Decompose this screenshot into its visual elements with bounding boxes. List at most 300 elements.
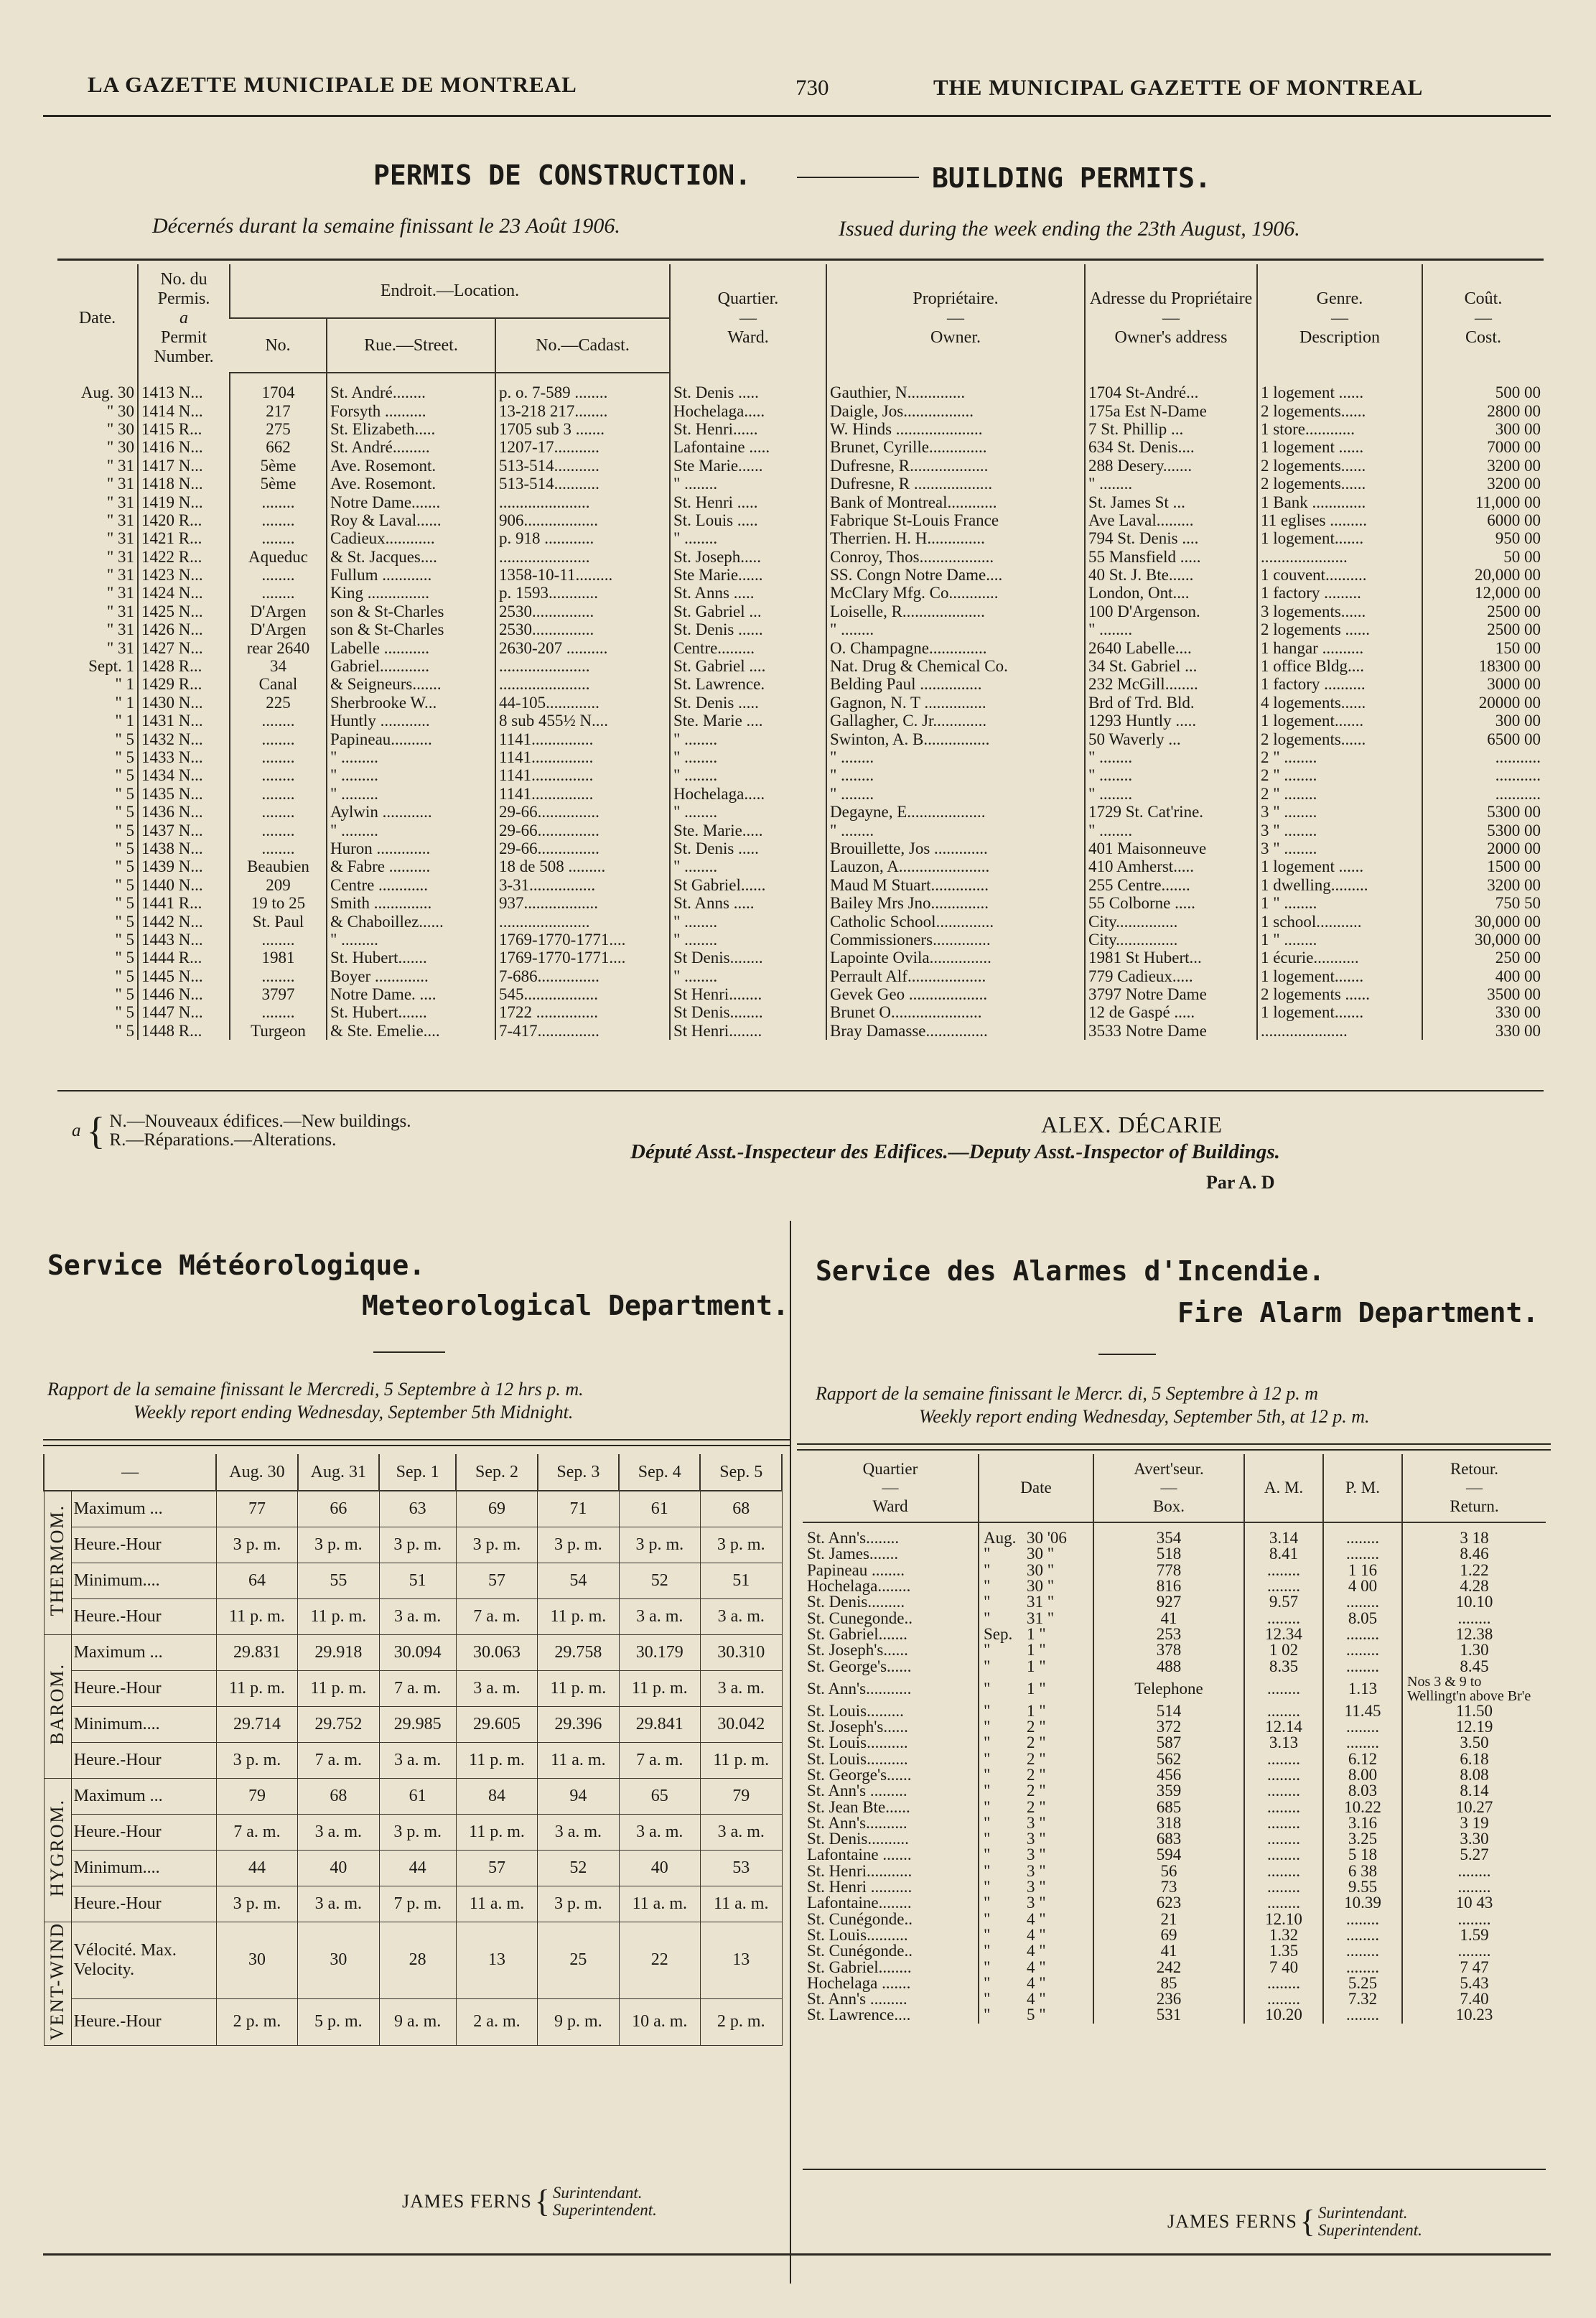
permit-cell: " ........ [1085,748,1257,766]
col-ward: Quartier. — Ward. [670,264,826,373]
fire-row [803,1546,1546,1562]
fire-am: ........ [1244,1703,1323,1719]
permit-cell: 3-31................ [495,876,670,894]
fire-box: 21 [1093,1912,1244,1927]
weather-row-label: Heure.-Hour [71,1815,216,1851]
permit-cell: " 5 [115,985,134,1004]
permit-cell: 30,000 00 [1422,931,1544,949]
permit-cell: ........ [230,931,327,949]
permit-cell: 29-66............... [495,803,670,821]
fire-col-return: Retour. — Return. [1402,1454,1546,1522]
permit-cell: 1444 R... [138,949,230,967]
weather-value: 3 a. m. [700,1815,782,1851]
permit-cell: Brunet, Cyrille.............. [826,438,1085,456]
permit-cell: St. Denis ...... [670,620,826,638]
permit-cell: ........ [230,730,327,748]
fire-ward: St. Ann's........... [807,1679,912,1698]
permits-subtitle-en: Issued during the week ending the 23th August, 1906. [839,217,1300,241]
fire-date-day: 2 " [1027,1733,1046,1752]
permit-cell: 1 factory ......... [1257,584,1422,602]
permit-cell: " ......... [327,748,495,766]
fire-signature: JAMES FERNS { Surintendant. Superintendent. [1167,2204,1422,2239]
permit-cell: 29-66............... [495,839,670,857]
fire-return: 12.38 [1402,1626,1546,1642]
weather-group [44,1491,71,1635]
fire-pm: 11.45 [1323,1703,1402,1719]
fire-ward: St. Lawrence.... [807,2006,911,2024]
permit-cell: 250 00 [1422,949,1544,967]
permit-cell: " 5 [115,803,134,821]
fire-am: ........ [1244,1879,1323,1895]
permit-cell: " ......... [327,931,495,949]
fire-ward: St. Cunegonde.. [807,1609,913,1627]
weather-value: 68 [700,1491,782,1527]
fire-ward: St. Louis.......... [807,1733,908,1752]
fire-ward: St. Louis.......... [807,1925,908,1944]
permit-cell: " 31 [106,602,134,620]
fire-ward: St. Ann's.......... [807,1813,907,1832]
permit-cell: ...................... [495,493,670,511]
permit-cell: 2000 00 [1422,839,1544,857]
weather-day-header: Sep. 2 [456,1454,537,1491]
permit-cell: " ......... [327,785,495,803]
fire-ward: St. Louis......... [807,1701,904,1720]
permit-row [57,821,1544,839]
permit-cell: 34 St. Gabriel ... [1085,657,1257,675]
weather-rule-a [43,1439,790,1440]
fire-row [803,1991,1546,2007]
permit-cell: 3 logements...... [1257,602,1422,620]
permit-cell: 662 [230,438,327,456]
permit-row [57,602,1544,620]
fire-date-day: 1 " [1027,1657,1046,1675]
permit-cell: ........... [1422,748,1544,766]
permit-cell: " 1 [115,693,134,712]
permit-row [57,566,1544,584]
fire-date-day: 30 '06 [1027,1529,1067,1547]
weather-value: 3 p. m. [379,1527,456,1563]
permit-cell: Maud M Stuart.............. [826,876,1085,894]
fire-am: ........ [1244,1767,1323,1783]
permit-cell: Perrault Alf................... [826,967,1085,985]
permit-cell: 1769-1770-1771.... [495,931,670,949]
permit-cell: Turgeon [230,1022,327,1040]
permit-cell: 1141............... [495,748,670,766]
weather-value: 11 p. m. [298,1671,379,1707]
fire-date-day: 2 " [1027,1718,1046,1736]
permit-cell: " ........ [670,748,826,766]
fire-date-month: " [984,1909,991,1928]
weather-report-en: Weekly report ending Wednesday, September 5th Midnight. [134,1402,574,1423]
fire-date-month: " [984,1679,991,1698]
fire-date-month: " [984,1593,991,1611]
permit-cell: London, Ont.... [1085,584,1257,602]
fire-date [979,1546,1093,1562]
permit-cell: St. Denis ..... [670,839,826,857]
permit-row [57,1003,1544,1021]
fire-return: 8.45 [1402,1658,1546,1674]
fire-return: 10 43 [1402,1895,1546,1911]
permit-cell: Conroy, Thos.................. [826,548,1085,566]
permit-cell: 1 " ........ [1257,931,1422,949]
permit-cell: 175a Est N-Dame [1085,401,1257,419]
permit-cell: " ........ [826,748,1085,766]
permit-cell: 1141............... [495,766,670,784]
fire-box: 85 [1093,1975,1244,1991]
permit-cell: 2 logements...... [1257,730,1422,748]
fire-row [803,1719,1546,1735]
permit-cell: 1705 sub 3 ....... [495,420,670,438]
fire-pm: ........ [1323,1594,1402,1610]
permit-cell: Fabrique St-Louis France [826,511,1085,529]
fire-date-day: 4 " [1027,1990,1046,2009]
inspector-name: ALEX. DÉCARIE [1041,1112,1223,1137]
permit-row [57,584,1544,602]
permit-cell: ........... [1422,785,1544,803]
fire-ward: St. Gabriel........ [807,1958,912,1976]
fire-return: 1.22 [1402,1563,1546,1578]
weather-value: 69 [456,1491,537,1527]
permit-cell: ........ [230,511,327,529]
permit-cell: 1420 R... [138,511,230,529]
fire-date-month: " [984,1609,991,1627]
permit-cell: Dufresne, R ................... [826,475,1085,493]
permit-cell: Hochelaga..... [670,401,826,419]
permit-cell: 1428 R... [138,657,230,675]
weather-row [44,1998,782,2046]
permit-cell: 3797 Notre Dame [1085,985,1257,1003]
col-cost: Coût. — Cost. [1422,264,1544,373]
permit-row [57,401,1544,419]
fire-date-day: 3 " [1027,1861,1046,1880]
fire-box: 927 [1093,1594,1244,1610]
permit-cell: 1 store............ [1257,420,1422,438]
permit-cell: 1 logement....... [1257,967,1422,985]
col-owner: Propriétaire. — Owner. [826,264,1085,373]
fire-date-day: 1 " [1027,1701,1046,1720]
fire-return: 7 47 [1402,1959,1546,1975]
fire-pm: 3.25 [1323,1831,1402,1847]
permit-cell: 1141............... [495,730,670,748]
fire-date-day: 2 " [1027,1797,1046,1816]
weather-value: 7 a. m. [456,1599,537,1635]
weather-row-label: Heure.-Hour [71,1671,216,1707]
permit-cell: 1413 N... [138,373,230,401]
permit-cell: 2 " ........ [1257,766,1422,784]
fire-row [803,1751,1546,1767]
permit-row [57,712,1544,730]
permit-cell: " 31 [106,511,134,529]
permit-cell: " 1 [115,675,134,694]
permit-cell: 1416 N... [138,438,230,456]
fire-row [803,1610,1546,1626]
permit-cell: ..................... [1257,1022,1422,1040]
permit-cell: 2 logements ...... [1257,620,1422,638]
permit-cell: 29-66............... [495,821,670,839]
permit-cell: 410 Amherst..... [1085,857,1257,875]
permit-cell: Centre......... [670,638,826,656]
permit-cell: 2 logements...... [1257,401,1422,419]
fire-date [979,1975,1093,1991]
fire-date [979,1719,1093,1735]
permit-cell: 3 " ........ [1257,803,1422,821]
fire-date-month: Aug. [984,1529,1017,1547]
fire-date-day: 30 " [1027,1577,1055,1596]
fire-date-month: " [984,2006,991,2024]
weather-value: 61 [619,1491,700,1527]
permit-cell: City............... [1085,912,1257,930]
weather-value: 54 [538,1563,619,1599]
permit-cell: 5300 00 [1422,803,1544,821]
weather-row [44,1851,782,1886]
fire-return: 8.46 [1402,1546,1546,1562]
fire-pm: ........ [1323,1719,1402,1735]
weather-value: 11 p. m. [619,1671,700,1707]
permit-cell: 1439 N... [138,857,230,875]
permit-cell: 1443 N... [138,931,230,949]
fire-pm: 8.05 [1323,1610,1402,1626]
permit-cell: 1423 N... [138,566,230,584]
weather-value: 29.918 [298,1635,379,1671]
fire-ward: Hochelaga........ [807,1577,911,1596]
weather-row-label: Minimum.... [71,1563,216,1599]
permit-cell: " 30 [106,401,134,420]
permit-cell: 3533 Notre Dame [1085,1022,1257,1040]
permit-row [57,967,1544,985]
permit-cell: 1431 N... [138,712,230,730]
fire-pm: 6 38 [1323,1863,1402,1879]
fire-row [803,1626,1546,1642]
weather-value: 30 [216,1922,297,1999]
fire-am: 8.41 [1244,1546,1323,1562]
permit-cell: " ......... [327,766,495,784]
fire-return: 6.18 [1402,1751,1546,1767]
weather-row-label: Maximum ... [71,1491,216,1527]
permit-cell: " 30 [106,438,134,457]
permit-cell: ...................... [495,657,670,675]
weather-value: 3 a. m. [700,1671,782,1707]
weather-value: 7 a. m. [216,1815,297,1851]
permit-cell: St. André......... [327,438,495,456]
permit-cell: Commissioners.............. [826,931,1085,949]
permit-cell: ........... [1422,766,1544,784]
permit-cell: 1704 [230,373,327,401]
permit-cell: 1207-17........... [495,438,670,456]
permit-cell: " 31 [106,456,134,475]
fire-pm: ........ [1323,1927,1402,1943]
weather-value: 10 a. m. [619,1998,700,2046]
fire-am: ........ [1244,1847,1323,1863]
fire-pm: 1.13 [1323,1675,1402,1703]
weather-row-label: Maximum ... [71,1635,216,1671]
permit-cell: 5ème [230,475,327,493]
fire-return: 4.28 [1402,1578,1546,1594]
fire-return: 3 19 [1402,1815,1546,1831]
weather-value: 13 [700,1922,782,1999]
permit-cell: Ave. Rosemont. [327,457,495,475]
permit-cell: Aqueduc [230,548,327,566]
permit-row [57,931,1544,949]
permit-cell: 40 St. J. Bte...... [1085,566,1257,584]
weather-value: 3 p. m. [700,1527,782,1563]
fire-box: 816 [1093,1578,1244,1594]
weather-row-label: Heure.-Hour [71,1527,216,1563]
permit-cell: St. Elizabeth..... [327,420,495,438]
weather-signature: JAMES FERNS { Surintendant. Superintendent. [402,2184,657,2219]
permit-cell: 2 logements ...... [1257,985,1422,1003]
weather-row [44,1671,782,1707]
permit-cell: 779 Cadieux..... [1085,967,1257,985]
permit-cell: 950 00 [1422,529,1544,547]
fire-date-month: " [984,1878,991,1896]
permit-cell: 1 office Bldg.... [1257,657,1422,675]
fire-row [803,1563,1546,1578]
permit-cell: " ........ [1085,620,1257,638]
fire-date-month: " [984,1845,991,1864]
permit-cell: Brouillette, Jos ............. [826,839,1085,857]
permit-cell: 50 Waverly ... [1085,730,1257,748]
permit-cell: 1704 St-André... [1085,373,1257,401]
permit-cell: 1 logement....... [1257,712,1422,730]
fire-ward: St. Henri........... [807,1861,913,1880]
fire-date [979,1594,1093,1610]
permit-cell: 7 St. Phillip ... [1085,420,1257,438]
permit-cell: St. Anns ..... [670,584,826,602]
weather-row [44,1815,782,1851]
weather-value: 7 a. m. [619,1743,700,1779]
permit-cell: 1 factory .......... [1257,675,1422,693]
weather-title-dash [373,1351,445,1353]
fire-return: ........ [1402,1943,1546,1959]
fire-date-month: " [984,1830,991,1848]
fire-title-dash [1098,1354,1156,1355]
fire-date [979,2007,1093,2023]
fire-date-day: 4 " [1027,1942,1046,1960]
title-dash [797,177,919,178]
fire-date [979,1767,1093,1783]
permit-cell: Huntly ............ [327,712,495,730]
weather-group [44,1779,71,1922]
permit-cell: ...................... [495,548,670,566]
permit-cell: 3200 00 [1422,876,1544,894]
permit-cell: 1 logement....... [1257,529,1422,547]
permit-cell: 4 logements...... [1257,694,1422,712]
fire-ward: St. Denis.......... [807,1830,909,1848]
weather-value: 3 p. m. [379,1815,456,1851]
permit-cell: " 5 [115,875,134,894]
running-head-fr: LA GAZETTE MUNICIPALE DE MONTREAL [88,72,577,97]
permit-cell: 209 [230,876,327,894]
permit-cell: 1430 N... [138,694,230,712]
permit-cell: 1435 N... [138,785,230,803]
permit-cell: St. Gabriel ... [670,602,826,620]
permit-cell: Canal [230,675,327,693]
fire-row [803,1879,1546,1895]
fire-return: 10.23 [1402,2007,1546,2023]
permit-cell: " ........ [670,967,826,985]
permit-cell: D'Argen [230,602,327,620]
weather-row-label: Heure.-Hour [71,1743,216,1779]
weather-row [44,1922,782,1999]
permit-cell: 1769-1770-1771.... [495,949,670,967]
permit-cell: McClary Mfg. Co............ [826,584,1085,602]
fire-title-en: Fire Alarm Department. [1177,1297,1539,1328]
fire-am: 1.32 [1244,1927,1323,1943]
permit-row [57,985,1544,1003]
weather-value: 3 p. m. [298,1527,379,1563]
permit-row [57,511,1544,529]
fire-ward: St. Cunégonde.. [807,1909,913,1928]
weather-title-en: Meteorological Department. [362,1290,789,1321]
fire-ward: Lafontaine ....... [807,1845,912,1864]
permit-row [57,620,1544,638]
permit-cell: Sept. 1 [88,657,134,676]
permit-cell: Daigle, Jos................. [826,401,1085,419]
permit-cell: Ste. Marie..... [670,821,826,839]
permit-row [57,876,1544,894]
permit-cell: " 5 [115,857,134,876]
permit-cell: 34 [230,657,327,675]
permit-cell: Gallagher, C. Jr............. [826,712,1085,730]
permit-cell: 1729 St. Cat'rine. [1085,803,1257,821]
fire-box: 488 [1093,1658,1244,1674]
permit-cell: W. Hinds ..................... [826,420,1085,438]
weather-group [44,1922,71,2046]
permit-cell: " ........ [1085,475,1257,493]
column-divider [790,1221,791,2284]
permit-cell: St. Gabriel .... [670,657,826,675]
weather-value: 3 p. m. [538,1527,619,1563]
fire-pm: 9.55 [1323,1879,1402,1895]
fire-am: ........ [1244,1991,1323,2007]
fire-ward: St. Cunégonde.. [807,1942,913,1960]
fire-date-month: " [984,1958,991,1976]
permit-row [57,839,1544,857]
permit-cell: 8 sub 455½ N.... [495,712,670,730]
fire-date-month: " [984,1782,991,1800]
permit-cell: " ........ [670,912,826,930]
permit-row [57,373,1544,401]
permit-cell: 1432 N... [138,730,230,748]
permit-cell: SS. Congn Notre Dame.... [826,566,1085,584]
permit-cell: St. Hubert....... [327,1003,495,1021]
permit-cell: 1440 N... [138,876,230,894]
permit-cell: " 31 [106,566,134,585]
permit-cell: 1981 St Hubert... [1085,949,1257,967]
weather-value: 29.752 [298,1707,379,1743]
permit-cell: " 5 [115,784,134,803]
fire-date-month: " [984,1701,991,1720]
fire-am: ........ [1244,1831,1323,1847]
permit-row [57,457,1544,475]
fire-date [979,1959,1093,1975]
fire-return: Nos 3 & 9 to Wellingt'n above Br'e [1402,1675,1546,1703]
fire-ward: St. George's...... [807,1657,912,1675]
fire-bottom-rule [803,2169,1546,2170]
fire-row [803,1831,1546,1847]
permit-cell: St Denis........ [670,1003,826,1021]
permit-cell: ........ [230,803,327,821]
fire-sig-fr: Surintendant. [1317,2204,1408,2222]
inspector-by: Par A. D [1206,1172,1275,1193]
permit-cell: Gevek Geo ................... [826,985,1085,1003]
fire-am: 1.35 [1244,1943,1323,1959]
fire-ward: St. James....... [807,1545,899,1563]
fire-alarm-table [803,1454,1546,2024]
permit-cell: 1434 N... [138,766,230,784]
weather-day-header: Sep. 1 [379,1454,456,1491]
fire-am: ........ [1244,1895,1323,1911]
